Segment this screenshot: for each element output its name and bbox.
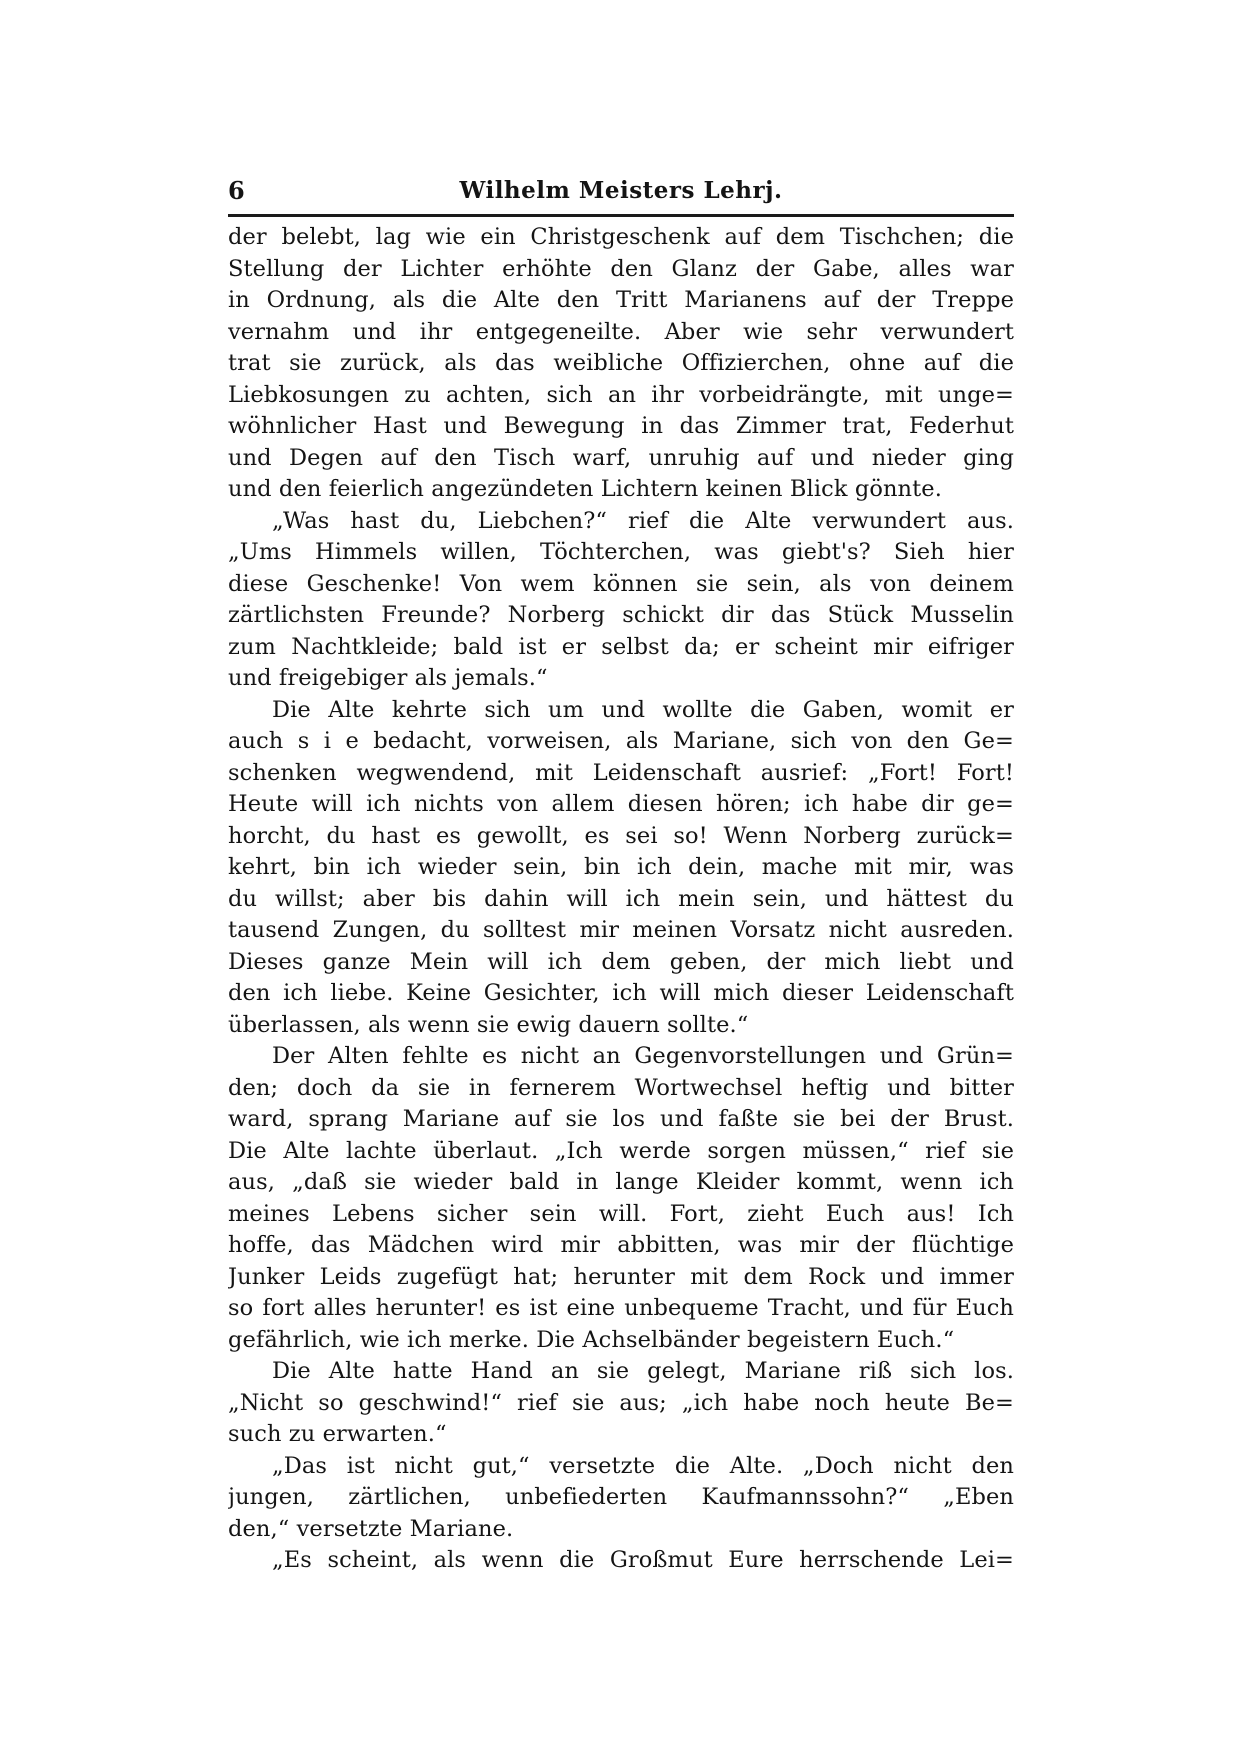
text-line: jungen, zärtlichen, unbefiederten Kaufmannssohn?“ „Eben	[228, 1484, 1014, 1510]
text-line: gefährlich, wie ich merke. Die Achselbänder begeistern Euch.“	[228, 1326, 955, 1353]
text-line: Die Alte hatte Hand an sie gelegt, Mariane riß sich los.	[272, 1358, 1014, 1384]
text-line: aus, „daß sie wieder bald in lange Kleider kommt, wenn ich	[228, 1169, 1014, 1195]
text-line: Stellung der Lichter erhöhte den Glanz der Gabe, alles war	[228, 255, 1014, 282]
header-rule	[228, 214, 1014, 217]
text-line: Heute will ich nichts von allem diesen hören; ich habe dir ge=	[228, 791, 1014, 817]
text-line: tausend Zungen, du solltest mir meinen Vorsatz nicht ausreden.	[228, 917, 1014, 943]
text-line: trat sie zurück, als das weibliche Offizierchen, ohne auf die	[228, 350, 1014, 376]
text-line: den; doch da sie in fernerem Wortwechsel heftig und bitter	[228, 1074, 1014, 1101]
page-header	[228, 176, 1014, 210]
text-line: Dieses ganze Mein will ich dem geben, der mich liebt und	[228, 948, 1014, 975]
text-line: der belebt, lag wie ein Christgeschenk auf dem Tischchen; die	[228, 224, 1014, 250]
running-title: Wilhelm Meisters Lehrj.	[459, 177, 783, 204]
text-line: in Ordnung, als die Alte den Tritt Marianens auf der Treppe	[228, 287, 1014, 313]
body-text	[228, 222, 1014, 1577]
text-line: hoffe, das Mädchen wird mir abbitten, was mir der flüchtige	[228, 1232, 1014, 1258]
text-line: du willst; aber bis dahin will ich mein sein, und hättest du	[228, 885, 1014, 912]
text-line: so fort alles herunter! es ist eine unbequeme Tracht, und für Euch	[228, 1295, 1014, 1321]
text-line: den ich liebe. Keine Gesichter, ich will mich dieser Leidenschaft	[228, 980, 1014, 1006]
text-line: diese Geschenke! Von wem können sie sein, als von deinem	[228, 570, 1014, 597]
text-line: ward, sprang Mariane auf sie los und faßte sie bei der Brust.	[228, 1106, 1014, 1132]
text-line: Junker Leids zugefügt hat; herunter mit dem Rock und immer	[228, 1263, 1014, 1290]
text-line: wöhnlicher Hast und Bewegung in das Zimmer trat, Federhut	[228, 413, 1014, 439]
text-line: vernahm und ihr entgegeneilte. Aber wie sehr verwundert	[228, 318, 1014, 345]
text-line: und den feierlich angezündeten Lichtern keinen Blick gönnte.	[228, 476, 942, 502]
text-line: „Es scheint, als wenn die Großmut Eure herrschende Lei=	[272, 1547, 1014, 1573]
text-line: und freigebiger als jemals.“	[228, 665, 548, 691]
text-line: zum Nachtkleide; bald ist er selbst da; er scheint mir eifriger	[228, 633, 1014, 660]
text-line: und Degen auf den Tisch warf, unruhig auf und nieder ging	[228, 444, 1014, 471]
text-line: „Was hast du, Liebchen?“ rief die Alte verwundert aus.	[272, 507, 1014, 534]
text-line: „Das ist nicht gut,“ versetzte die Alte. „Doch nicht den	[272, 1452, 1014, 1479]
text-line: kehrt, bin ich wieder sein, bin ich dein, mache mit mir, was	[228, 854, 1014, 880]
text-line: „Ums Himmels willen, Töchterchen, was giebt's? Sieh hier	[228, 539, 1014, 565]
text-line: auch s i e bedacht, vorweisen, als Mariane, sich von den Ge=	[228, 728, 1014, 754]
text-line: Die Alte lachte überlaut. „Ich werde sorgen müssen,“ rief sie	[228, 1137, 1014, 1164]
text-line: such zu erwarten.“	[228, 1421, 447, 1447]
page-number: 6	[228, 176, 245, 205]
text-line: meines Lebens sicher sein will. Fort, zieht Euch aus! Ich	[228, 1200, 1014, 1227]
text-line: Die Alte kehrte sich um und wollte die Gaben, womit er	[272, 696, 1014, 723]
text-line: zärtlichsten Freunde? Norberg schickt dir das Stück Musselin	[228, 602, 1014, 628]
text-line: Der Alten fehlte es nicht an Gegenvorstellungen und Grün=	[272, 1043, 1014, 1069]
text-line: überlassen, als wenn sie ewig dauern sollte.“	[228, 1011, 749, 1038]
text-line: horcht, du hast es gewollt, es sei so! Wenn Norberg zurück=	[228, 822, 1014, 849]
text-line: schenken wegwendend, mit Leidenschaft ausrief: „Fort! Fort!	[228, 759, 1014, 786]
text-line: Liebkosungen zu achten, sich an ihr vorbeidrängte, mit unge=	[228, 381, 1014, 408]
text-line: den,“ versetzte Mariane.	[228, 1515, 514, 1542]
text-line: „Nicht so geschwind!“ rief sie aus; „ich habe noch heute Be=	[228, 1389, 1014, 1416]
